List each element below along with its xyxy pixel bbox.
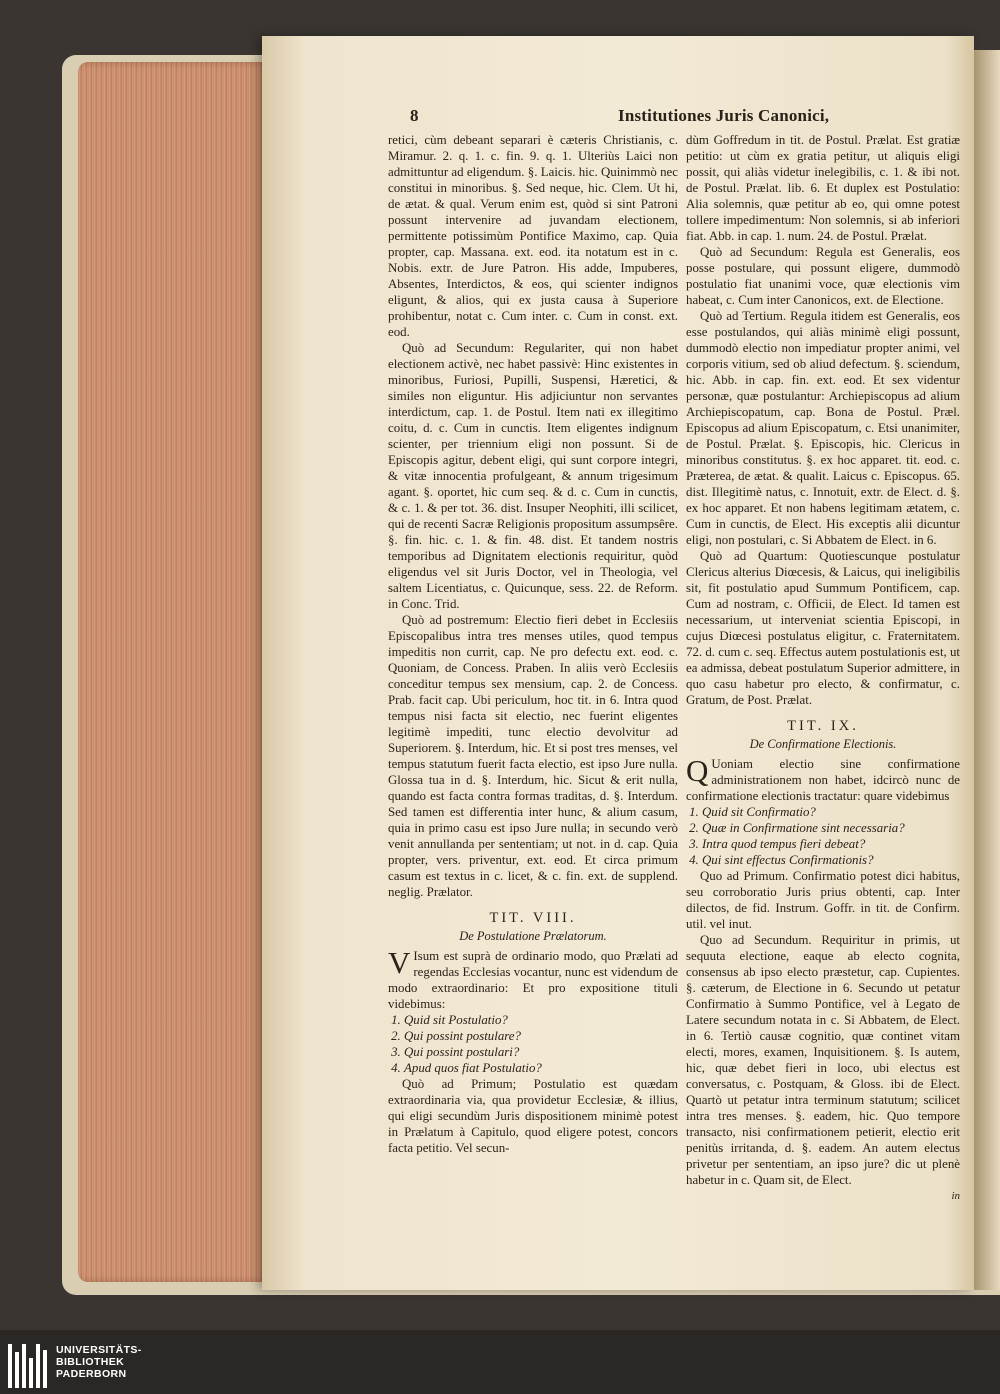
library-footer bbox=[0, 1330, 1000, 1394]
paragraph-text: Isum est suprà de ordinario modo, quo Prælati ad regendas Ecclesias vocantur, nunc est videndum de modo extraordinario: Et pro expositione tituli videbimus: bbox=[388, 949, 678, 1011]
section-title: TIT. VIII. bbox=[489, 910, 577, 926]
logo-line: BIBLIOTHEK bbox=[56, 1356, 125, 1368]
list-item: 2. Qui possint postulare? bbox=[404, 1028, 678, 1044]
question-list bbox=[404, 1012, 678, 1076]
paragraph-dropcap bbox=[388, 945, 678, 1012]
logo-line: UNIVERSITÄTS- bbox=[56, 1344, 142, 1356]
paragraph: retici, cùm debeant separari è cæteris Christianis, c. Miramur. 2. q. 1. c. fin. 9. q. 1. Ulteriùs Laici non admittuntur ad eligendum. §. Laicis. hic. Quinimmò nec constitui in minoribus. §. Sed neque, hic. Clem. Ut hi, de ætat. & qual. Verum enim est, quòd si sint Patroni possunt intervenire ad juvandam electionem, permittente potissimùm Pontifice Maximo, cap. Quia propter, cap. Massana. ext. eod. ita notatum est in c. Nobis. extr. de Jure Patron. His adde, Impuberes, Absentes, Interdictos, & eos, qui scienter indignos eligunt, & alios, qui ex justa causa à Superiore prohibentur, notat c. Cum inter. c. Cum in const. ext. eod. bbox=[388, 133, 678, 339]
paragraph: Quo ad Secundum. Requiritur in primis, ut sequuta electione, eaque ab electo cognita, consensus ab ipso electo præstetur, cap. Cupientes. §. cæterum, de Electione in 6. Secundo ut petatur Confirmatio à Summo Pontifice, vel à Legato de Latere secundum notata in c. Si Abbatem, de Elect. in 6. Tertiò causæ cognitio, quæ continet vitam electi, mores, examen, Inquisitionem. §. Is autem, hic, quæ debet fieri in loco, ubi electus est conversatus, c. Postquam, & Gloss. ibi de Elect. Quartò ut petatur intra terminum statutum; scilicet intra tres menses. §. eadem, hic. Quo tempore transacto, nisi confirmationem petierit, electio erit penitùs irritanda, d. §. eadem. An autem electus privetur per sententiam, an ipso jure? dic ut plenè habetur in c. Quam sit, de Elect. bbox=[686, 933, 960, 1187]
section-subtitle: De Confirmatione Electionis. bbox=[749, 737, 897, 751]
paragraph: Quò ad Quartum: Quotiescunque postulatur Clericus alterius Diœcesis, & Laicus, qui ineligibilis sit, fit postulatio apud Summum Pontificem, cap. Cum ad nostram, c. Officii, de Elect. Id tamen est necessarium, ut interveniat scientia Episcopi, in cujus Diœcesi postulatus eligitur, c. Fraternitatem. 72. d. cum c. seq. Effectus autem postulationis est, ut ea admissa, debeat postulatum Superior admittere, in quo casu habetur pro electo, & confirmatur, c. Gratum, de Post. Prælat. bbox=[686, 549, 960, 707]
section-title: TIT. IX. bbox=[787, 718, 859, 734]
list-item: 1. Quid sit Confirmatio? bbox=[702, 804, 960, 820]
page-edges bbox=[78, 62, 270, 1282]
logo-line: PADERBORN bbox=[56, 1368, 127, 1380]
list-item: 2. Quæ in Confirmatione sint necessaria? bbox=[702, 820, 960, 836]
facing-page-edge bbox=[974, 50, 1000, 1290]
catchword: in bbox=[951, 1190, 960, 1202]
paragraph: Quo ad Primum. Confirmatio potest dici habitus, seu corroboratio Juris prius obtenti, cap. Inter dilectos, de fid. Instrum. Goffr. in tit. de Confirm. util. vel inut. bbox=[686, 869, 960, 931]
paragraph-dropcap bbox=[686, 753, 960, 804]
paragraph-text: Uoniam electio sine confirmatione administrationem non habet, idcircò nunc de confirmatione electionis tractatur: quare videbimus bbox=[686, 757, 960, 803]
page-title: Institutiones Juris Canonici, bbox=[618, 106, 830, 125]
paragraph: dùm Goffredum in tit. de Postul. Prælat. Est gratiæ petitio: ut cùm ex gratia petitur, ut aliquis eligi possit, qui aliàs videtur inelegibilis, c. 1. & ibi not. de Postul. Prælat. lib. 6. Et duplex est Postulatio: Alia solemnis, quæ petitur ab eo, qui omne potest tollere impedimentum: Non solemnis, si ab inferiori fiat. Abb. in cap. 1. num. 24. de Postul. Prælat. bbox=[686, 133, 960, 243]
paragraph: Quò ad Tertium. Regula itidem est Generalis, eos esse postulandos, qui aliàs minimè eligi possunt, dummodò electio non impediatur propter animi, vel corporis vitium, sed ob aliud defectum. §. sciendum, hic. Abb. in cap. fin. ext. eod. Et sex videntur personæ, quæ postulantur: Archiepiscopus ad alium Archiepiscopatum, cap. Bona de Postul. Præl. Episcopus ad alium Episcopatum, c. Etsi unanimiter, de Postul. Prælat. §. Episcopis, hic. Clericus in minoribus constitutus. §. ex hoc apparet. tit. eod. c. Præterea, de ætat. & qualit. Laicus c. Episcopus. 65. dist. Illegitimè natus, c. Innotuit, extr. de Elect. d. §. ex hoc apparet. Et non habens legitimam ætatem, c. Cum in cunctis, de Elect. His exceptis alii dicuntur eligi, non postulari, c. Si Abbatem de Elect. in 6. bbox=[686, 309, 960, 547]
list-item: 1. Quid sit Postulatio? bbox=[404, 1012, 678, 1028]
running-head bbox=[410, 106, 966, 128]
list-item: 4. Apud quos fiat Postulatio? bbox=[404, 1060, 678, 1076]
library-logo-text bbox=[56, 1344, 142, 1380]
paragraph: Quò ad Primum; Postulatio est quædam extraordinaria via, qua providetur Ecclesiæ, & illius, qui eligi secundùm Juris dispositionem minimè potest in Prælatum à Capitulo, quod eligere potest, concors facta petitio. Vel secun- bbox=[388, 1077, 678, 1155]
text-column-left bbox=[388, 132, 678, 1156]
list-item: 3. Qui possint postulari? bbox=[404, 1044, 678, 1060]
drop-cap: Q bbox=[686, 753, 709, 788]
library-logo-icon bbox=[8, 1344, 48, 1388]
list-item: 3. Intra quod tempus fieri debeat? bbox=[702, 836, 960, 852]
paragraph: Quò ad Secundum: Regulariter, qui non habet electionem activè, nec habet passivè: Hinc existentes in minoribus, Furiosi, Pupilli, Suspensi, Hæretici, & similes non eliguntur. His adjiciuntur non servantes interdictum, cap. 1. de Postul. Item nati ex illegitimo coitu, d. c. Cum in cunctis. Item eligentes indignum scienter, per triennium eligi non possunt. Si de Episcopis agitur, debent eligi, qui sunt corpore integri, & vitæ innocentia profulgeant, & annum trigesimum agant. §. oportet, hic cum seq. & d. c. Cum in cunctis, & c. 1. & per tot. 36. dist. Insuper Neophiti, illi scilicet, qui de recenti Sacræ Religionis propositum assumpsêre. §. fin. hic. c. 1. & fin. 48. dist. Et tandem nostris temporibus ad Dignitatem electionis requiritur, quòd eligendus vel sit Juris Doctor, vel in Theologia, vel saltem Licentiatus, c. Quicunque, sess. 22. de Reform. in Conc. Trid. bbox=[388, 341, 678, 611]
question-list bbox=[702, 804, 960, 868]
text-column-right bbox=[686, 132, 960, 1204]
drop-cap: V bbox=[388, 945, 411, 980]
paragraph: Quò ad Secundum: Regula est Generalis, eos posse postulare, qui possunt eligere, dummodò postulatio fiat unanimi voce, quæ electionis vim habeat, c. Cum inter Canonicos, ext. de Electione. bbox=[686, 245, 960, 307]
page-number: 8 bbox=[410, 106, 419, 125]
section-subtitle: De Postulatione Prælatorum. bbox=[459, 929, 607, 943]
list-item: 4. Qui sint effectus Confirmationis? bbox=[702, 852, 960, 868]
paragraph: Quò ad postremum: Electio fieri debet in Ecclesiis Episcopalibus intra tres menses utiles, quod tempus impeditis non currit, cap. Ne pro defectu ext. eod. c. Quoniam, de Concess. Praben. In aliis verò Ecclesiis conceditur tempus sex mensium, cap. 2. de Concess. Prab. facit cap. Ubi periculum, hoc tit. in 6. Intra quod tempus nisi facta sit electio, nec fuerint eligentes legitimè impediti, tunc electio devolvitur ad Superiorem. §. Interdum, hic. Et si post tres menses, vel tempus statutum fuerit facta electio, est ipso Jure nulla. Glossa tua in d. §. Interdum, hic. Sicut & erit nulla, quando est facta contra formas traditas, d. §. Interdum. Sed tamen est differentia inter hunc, & alium casum, quia in primo casu est ipso Jure nulla; in secundo verò venit annullanda per sententiam; ut not. in d. cap. Quia propter, vers. priventur, ext. eod. Et circa primum casum est textus in c. licet, & c. fin. ext. de supplend. neglig. Prælator. bbox=[388, 613, 678, 899]
